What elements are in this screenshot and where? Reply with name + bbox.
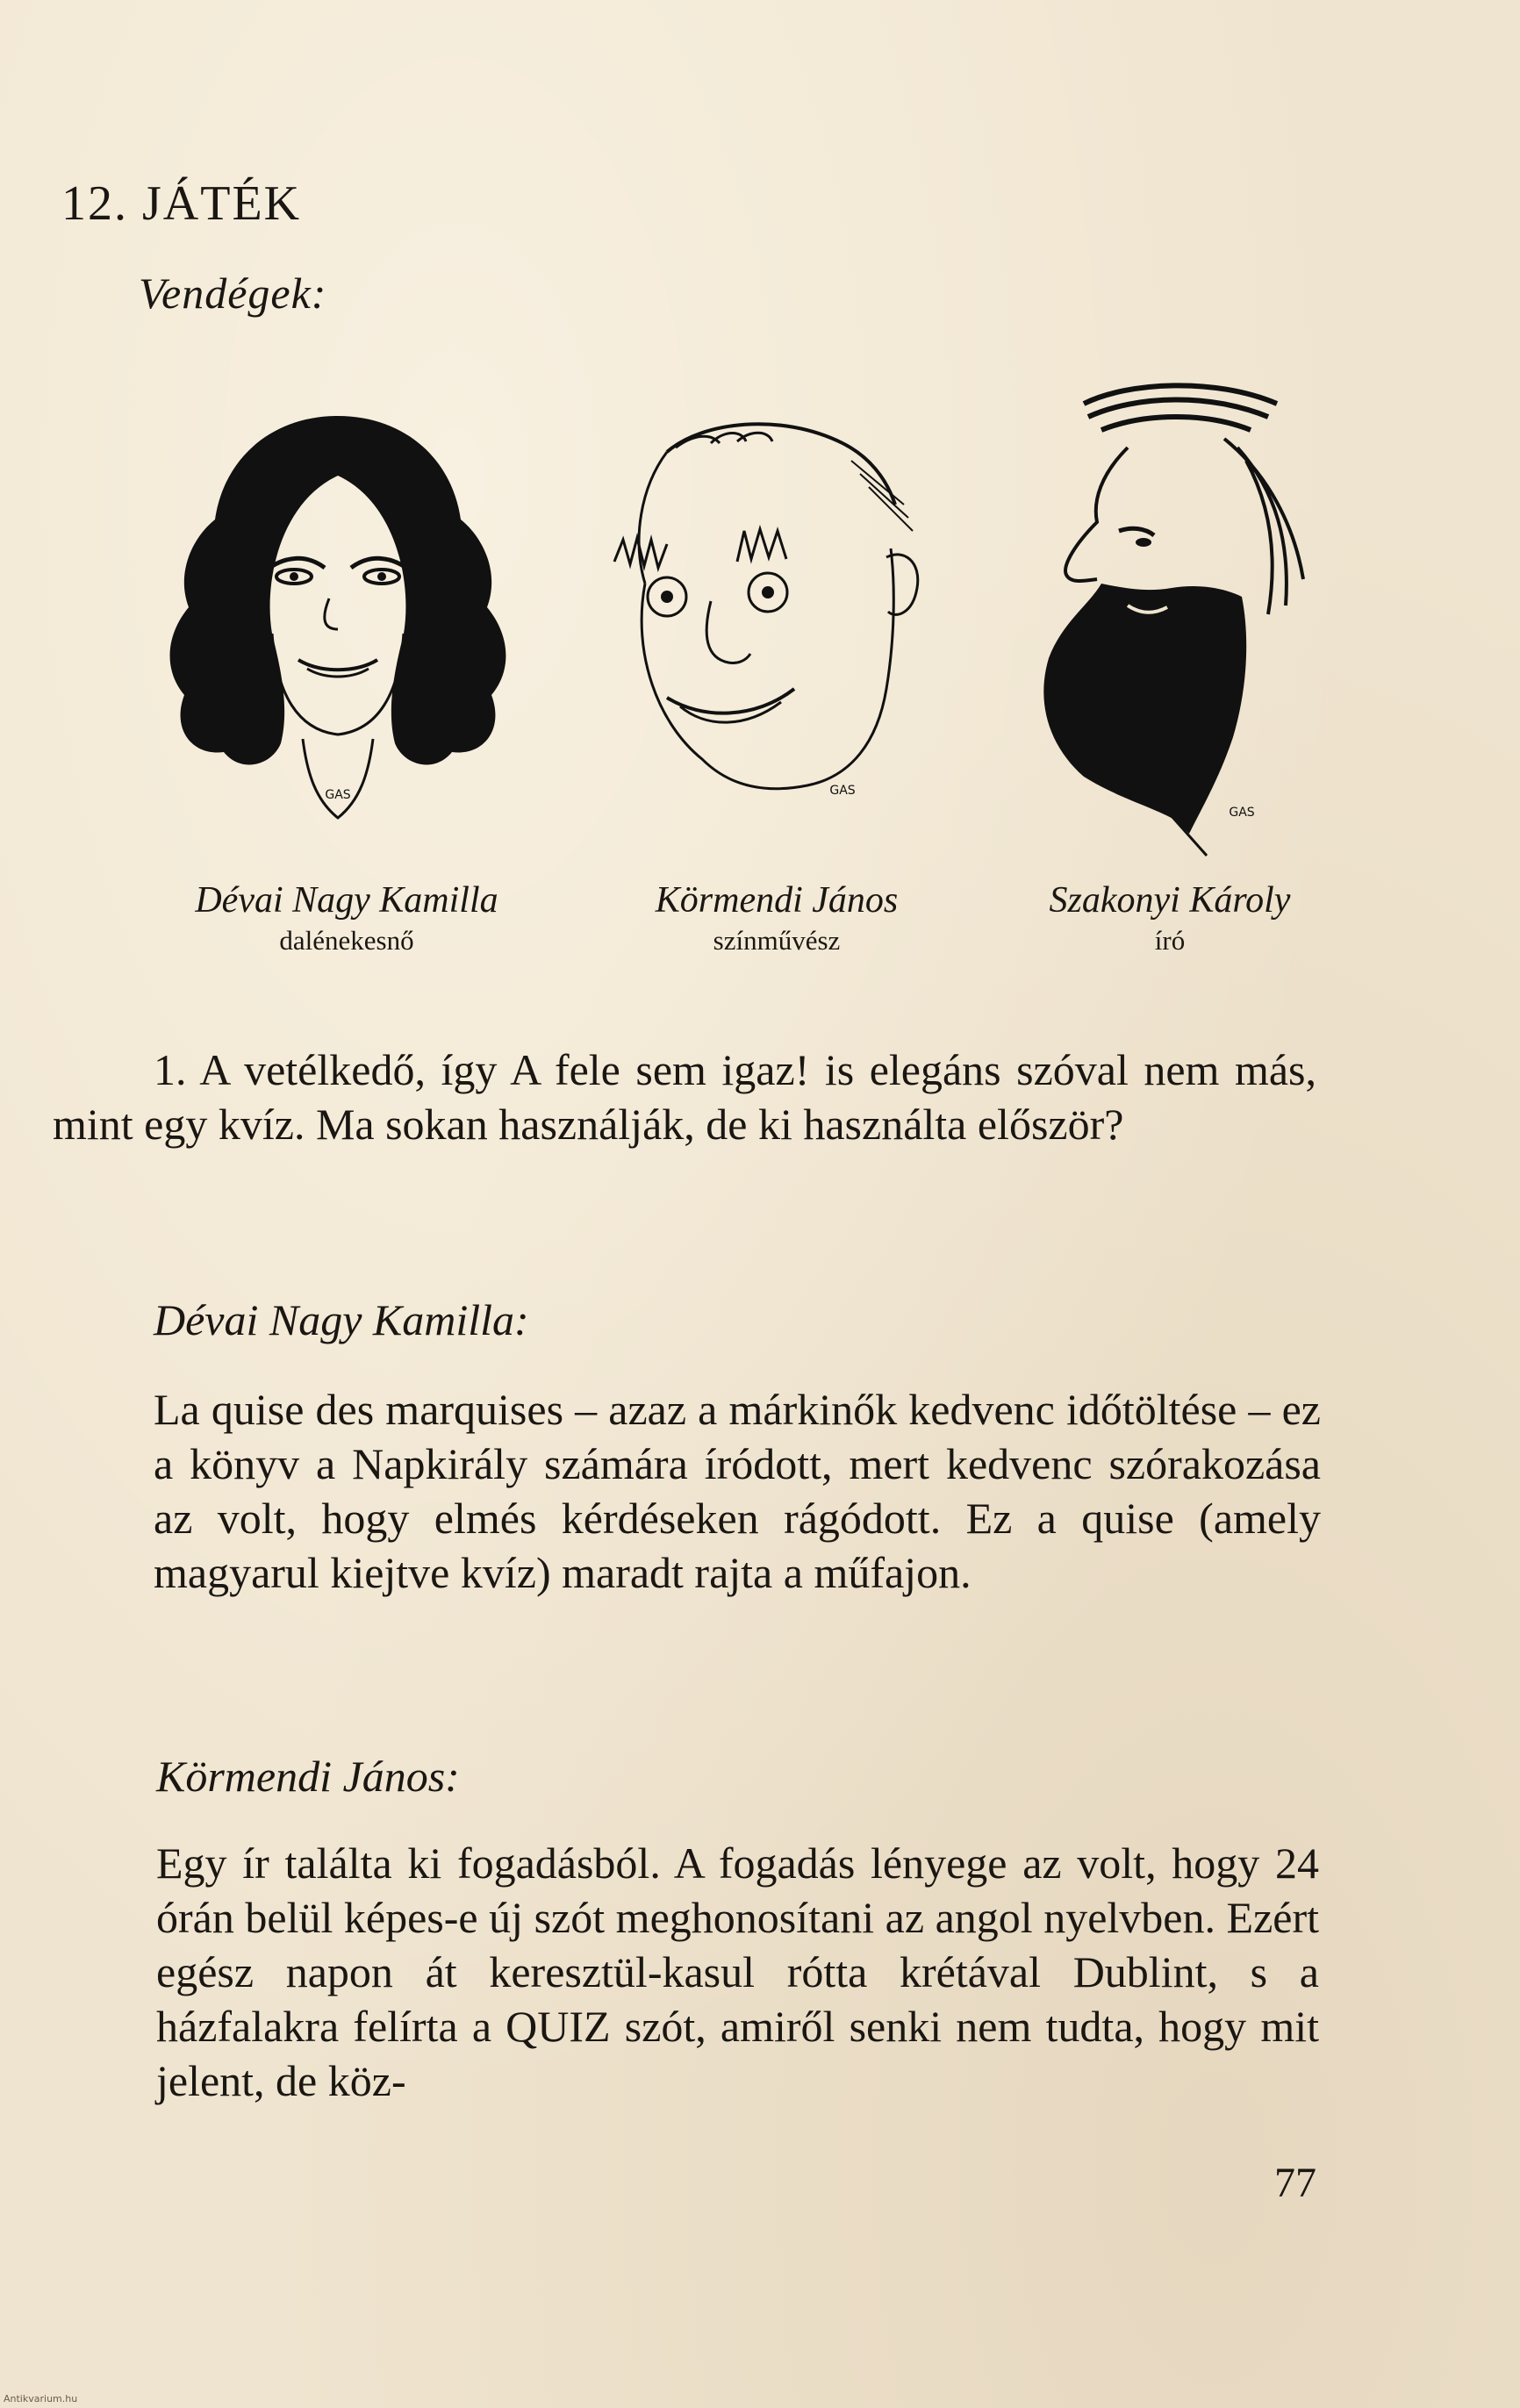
- answer-speaker-1: Dévai Nagy Kamilla:: [154, 1295, 529, 1344]
- chapter-heading: 12. JÁTÉK: [61, 176, 302, 231]
- question-text: 1. A vetélkedő, így A fele sem igaz! is elegáns szóval nem más, mint egy kvíz. Ma sokan használják, de ki használta először?: [53, 1045, 1316, 1149]
- answer-text-1: La quise des marquises – azaz a márkinők kedvenc időtöltése – ez a könyv a Napkirály számára íródott, mert kedvenc szórakozása az volt, hogy elmés kérdéseken rágódott. Ez a quise (amely magyarul kiejtve kvíz) maradt rajta a műfajon.: [154, 1385, 1321, 1597]
- guest-role: író: [1154, 925, 1186, 956]
- answer-text-2: Egy ír találta ki fogadásból. A fogadás lényege az volt, hogy 24 órán belül képes-e új szót meghonosítani az angol nyelvben. Ezért egész napon át keresztül-kasul rótta krétával Dublint, s a házfalakra felírta a QUIZ szót, amiről senki nem tudta, hogy mit jelent, de köz-: [156, 1838, 1319, 2105]
- caricature-kormendi-janos: [606, 408, 957, 847]
- svg-text:GAS: GAS: [325, 788, 351, 802]
- guest-role: dalénekesnő: [279, 925, 414, 956]
- answer-speaker-2: Körmendi János:: [156, 1752, 460, 1801]
- watermark: Antikvarium.hu: [4, 2393, 78, 2404]
- guest-role: színművész: [713, 925, 841, 956]
- guest-caption-3: [977, 878, 1363, 958]
- guest-name: Szakonyi Károly: [1049, 880, 1291, 921]
- guest-name: Dévai Nagy Kamilla: [195, 880, 498, 921]
- guests-label: Vendégek:: [139, 269, 327, 318]
- svg-text:GAS: GAS: [829, 784, 856, 798]
- caricature-szakonyi-karoly: [1022, 377, 1321, 860]
- svg-text:GAS: GAS: [1229, 806, 1255, 820]
- guest-caption-1: [154, 878, 540, 958]
- page-number: 77: [1274, 2160, 1316, 2206]
- caricature-devai-nagy-kamilla: [140, 405, 535, 844]
- guest-name: Körmendi János: [655, 880, 899, 921]
- guest-caption-2: [584, 878, 970, 958]
